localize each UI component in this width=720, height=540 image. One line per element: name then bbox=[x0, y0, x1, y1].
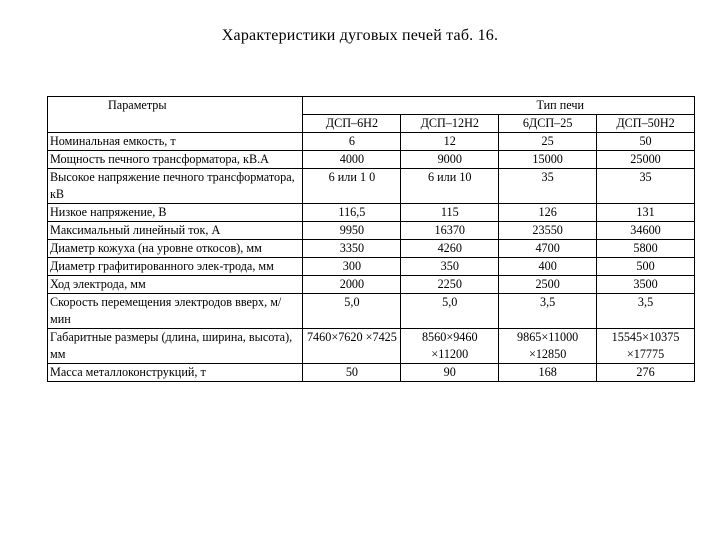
table-row bbox=[48, 222, 695, 240]
parameter-label: Низкое напряжение, В bbox=[48, 204, 303, 222]
table-row bbox=[48, 258, 695, 276]
value-cell: 3,5 bbox=[499, 294, 597, 329]
value-cell: 15000 bbox=[499, 151, 597, 169]
table-row bbox=[48, 276, 695, 294]
params-header: Параметры bbox=[48, 97, 303, 133]
value-cell: 50 bbox=[303, 364, 401, 382]
parameter-label: Номинальная емкость, т bbox=[48, 133, 303, 151]
value-cell: 300 bbox=[303, 258, 401, 276]
value-cell: 4260 bbox=[401, 240, 499, 258]
value-cell: 7460×7620 ×7425 bbox=[303, 329, 401, 364]
value-cell: 25 bbox=[499, 133, 597, 151]
value-cell: 23550 bbox=[499, 222, 597, 240]
parameter-label: Диаметр кожуха (на уровне откосов), мм bbox=[48, 240, 303, 258]
table-row bbox=[48, 204, 695, 222]
table-row bbox=[48, 329, 695, 364]
furnace-spec-table bbox=[47, 96, 695, 382]
value-cell: 25000 bbox=[597, 151, 695, 169]
parameter-label: Высокое напряжение печного трансформатора, кВ bbox=[48, 169, 303, 204]
value-cell: 2000 bbox=[303, 276, 401, 294]
table-row bbox=[48, 294, 695, 329]
value-cell: 35 bbox=[499, 169, 597, 204]
parameter-label: Масса металлоконструкций, т bbox=[48, 364, 303, 382]
value-cell: 90 bbox=[401, 364, 499, 382]
value-cell: 350 bbox=[401, 258, 499, 276]
furnace-name-cell: 6ДСП–25 bbox=[499, 115, 597, 133]
table-row bbox=[48, 364, 695, 382]
value-cell: 3350 bbox=[303, 240, 401, 258]
parameter-label: Скорость перемещения электродов вверх, м/мин bbox=[48, 294, 303, 329]
furnace-name-cell: ДСП–50Н2 bbox=[597, 115, 695, 133]
value-cell: 6 bbox=[303, 133, 401, 151]
value-cell: 4000 bbox=[303, 151, 401, 169]
value-cell: 12 bbox=[401, 133, 499, 151]
parameter-label: Диаметр графитированного элек-трода, мм bbox=[48, 258, 303, 276]
table-row bbox=[48, 240, 695, 258]
parameter-label: Максимальный линейный ток, А bbox=[48, 222, 303, 240]
header-row bbox=[48, 97, 695, 115]
value-cell: 5800 bbox=[597, 240, 695, 258]
value-cell: 6 или 1 0 bbox=[303, 169, 401, 204]
value-cell: 400 bbox=[499, 258, 597, 276]
value-cell: 115 bbox=[401, 204, 499, 222]
table-row bbox=[48, 133, 695, 151]
value-cell: 16370 bbox=[401, 222, 499, 240]
parameter-label: Ход электрода, мм bbox=[48, 276, 303, 294]
value-cell: 6 или 10 bbox=[401, 169, 499, 204]
value-cell: 168 bbox=[499, 364, 597, 382]
furnace-name-cell: ДСП–6Н2 bbox=[303, 115, 401, 133]
value-cell: 9865×11000 ×12850 bbox=[499, 329, 597, 364]
value-cell: 4700 bbox=[499, 240, 597, 258]
value-cell: 276 bbox=[597, 364, 695, 382]
value-cell: 9950 bbox=[303, 222, 401, 240]
value-cell: 116,5 bbox=[303, 204, 401, 222]
value-cell: 2500 bbox=[499, 276, 597, 294]
value-cell: 9000 bbox=[401, 151, 499, 169]
value-cell: 15545×10375 ×17775 bbox=[597, 329, 695, 364]
value-cell: 5,0 bbox=[401, 294, 499, 329]
value-cell: 131 bbox=[597, 204, 695, 222]
value-cell: 3,5 bbox=[597, 294, 695, 329]
value-cell: 3500 bbox=[597, 276, 695, 294]
value-cell: 34600 bbox=[597, 222, 695, 240]
furnace-type-header: Тип печи bbox=[303, 97, 695, 115]
parameter-label: Габаритные размеры (длина, ширина, высота), мм bbox=[48, 329, 303, 364]
value-cell: 35 bbox=[597, 169, 695, 204]
value-cell: 500 bbox=[597, 258, 695, 276]
furnace-name-cell: ДСП–12Н2 bbox=[401, 115, 499, 133]
value-cell: 2250 bbox=[401, 276, 499, 294]
table-row bbox=[48, 151, 695, 169]
value-cell: 50 bbox=[597, 133, 695, 151]
table-row bbox=[48, 169, 695, 204]
value-cell: 126 bbox=[499, 204, 597, 222]
value-cell: 5,0 bbox=[303, 294, 401, 329]
parameter-label: Мощность печного трансформатора, кВ.А bbox=[48, 151, 303, 169]
value-cell: 8560×9460 ×11200 bbox=[401, 329, 499, 364]
page-title: Характеристики дуговых печей таб. 16. bbox=[221, 27, 499, 44]
